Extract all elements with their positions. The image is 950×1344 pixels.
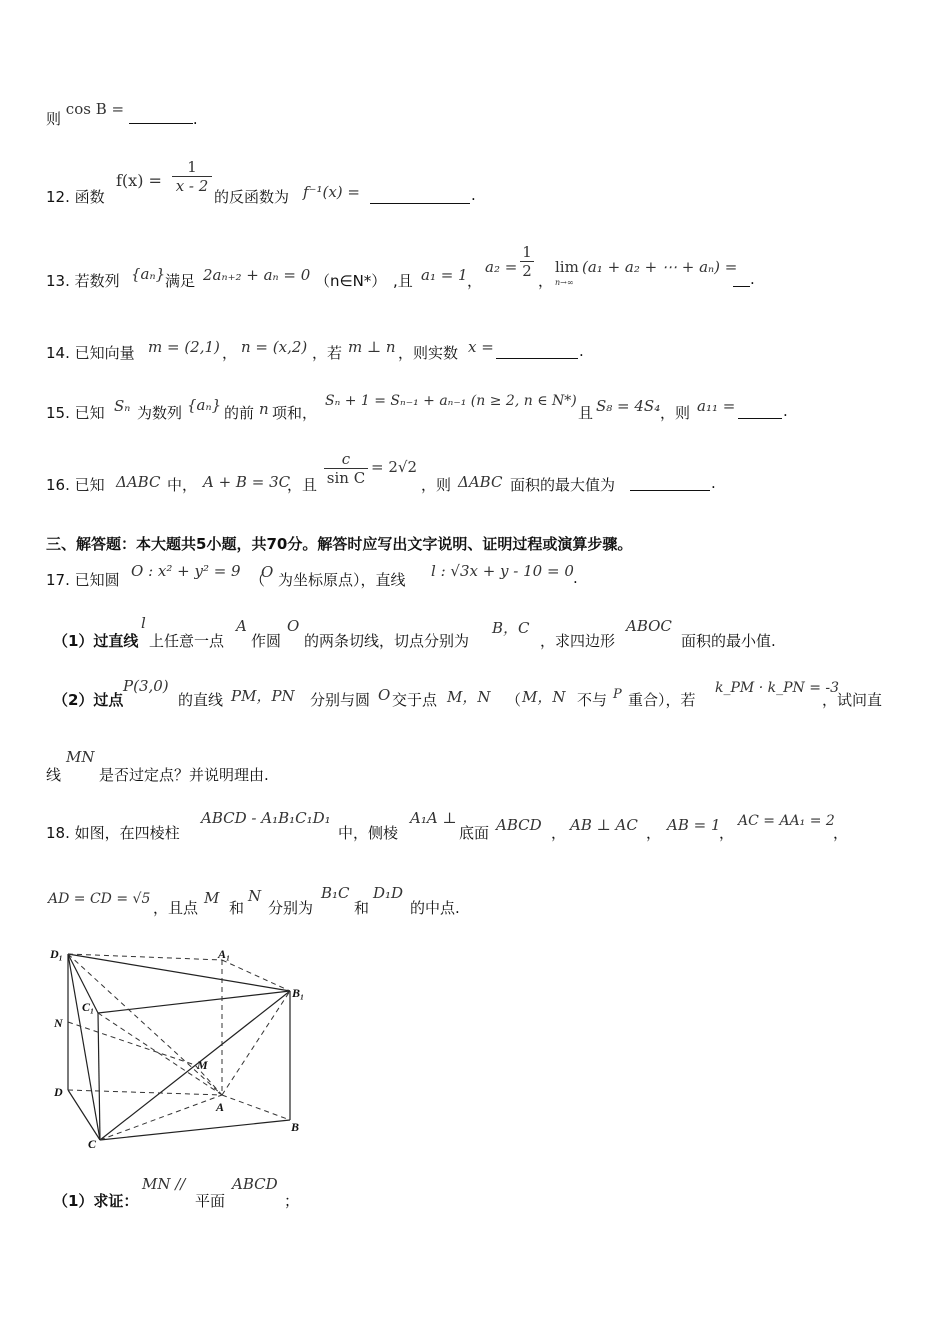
edge-d1b1: [68, 954, 290, 991]
q15-recurrence: Sₙ + 1 = Sₙ₋₁ + aₙ₋₁ (n ≥ 2, n ∈ N*): [325, 393, 577, 409]
q17-slope-product: k_PM · k_PN = -3: [715, 680, 840, 696]
q17-circle-eq: O : x² + y² = 9: [131, 562, 241, 580]
q13-limit: lim: [555, 258, 579, 276]
q11-prefix: 则: [46, 110, 62, 128]
prism-figure: [40, 940, 320, 1155]
label-m: M: [197, 1058, 208, 1072]
edge-d1a: [68, 954, 222, 1095]
q14-blank[interactable]: [496, 342, 578, 359]
edge-d1a1: [68, 954, 222, 960]
q13-blank[interactable]: [733, 270, 750, 287]
question-16: 16. 已知: [46, 476, 105, 494]
q16-blank[interactable]: [630, 474, 710, 491]
question-14: 14. 已知向量: [46, 344, 135, 362]
q11-tail: 则 cos B = .: [46, 100, 198, 128]
edge-ab1: [222, 991, 290, 1095]
q11-blank[interactable]: [129, 123, 193, 124]
edge-ab: [222, 1095, 290, 1120]
question-17: 17. 已知圆: [46, 571, 120, 589]
label-c1: C₁: [82, 1000, 95, 1014]
edge-d1c: [68, 954, 100, 1140]
q13-fraction: 1 2: [520, 243, 534, 280]
label-b1: B₁: [292, 986, 305, 1000]
q14-vector-n: n = (x,2): [241, 338, 308, 356]
label-n: N: [54, 1016, 63, 1030]
edge-c1a: [98, 1013, 222, 1095]
q14-vector-m: m = (2,1): [148, 338, 220, 356]
q12-blank[interactable]: [370, 186, 470, 204]
q12-inverse: f⁻¹(x) =: [303, 183, 360, 201]
q16-fraction: c sin C: [324, 450, 368, 487]
question-12: 12. 函数: [46, 188, 105, 206]
q11-expr: cos B =: [65, 100, 125, 118]
q15-blank[interactable]: [738, 402, 782, 419]
edge-a1b1: [222, 960, 290, 991]
edge-c1b1: [98, 991, 290, 1013]
question-18: 18. 如图，在四棱柱: [46, 824, 180, 842]
label-c: C: [88, 1137, 97, 1151]
label-a: A: [216, 1100, 225, 1114]
q17-line-eq: l : √3x + y - 10 = 0: [431, 562, 574, 580]
section-heading: 三、解答题：本大题共5小题，共70分。解答时应写出文字说明、证明过程或演算步骤。: [46, 535, 633, 553]
q13-recurrence: 2aₙ₊₂ + aₙ = 0: [203, 266, 311, 284]
q18-part1: （1）求证：: [53, 1192, 139, 1210]
q17-part1: （1）过直线: [53, 632, 139, 650]
label-d: D: [54, 1085, 63, 1099]
label-a1: A₁: [218, 947, 231, 961]
q17-part2: （2）过点: [53, 691, 124, 709]
segment-nm: [68, 1022, 195, 1065]
question-15: 15. 已知: [46, 404, 105, 422]
question-13: 13. 若数列: [46, 272, 120, 290]
q18-prism: ABCD - A₁B₁C₁D₁: [201, 809, 331, 827]
q12-fx: f(x) =: [116, 171, 162, 190]
q12-fraction: 1 x - 2: [172, 158, 212, 195]
label-d1: D₁: [50, 947, 63, 961]
label-b: B: [291, 1120, 300, 1134]
